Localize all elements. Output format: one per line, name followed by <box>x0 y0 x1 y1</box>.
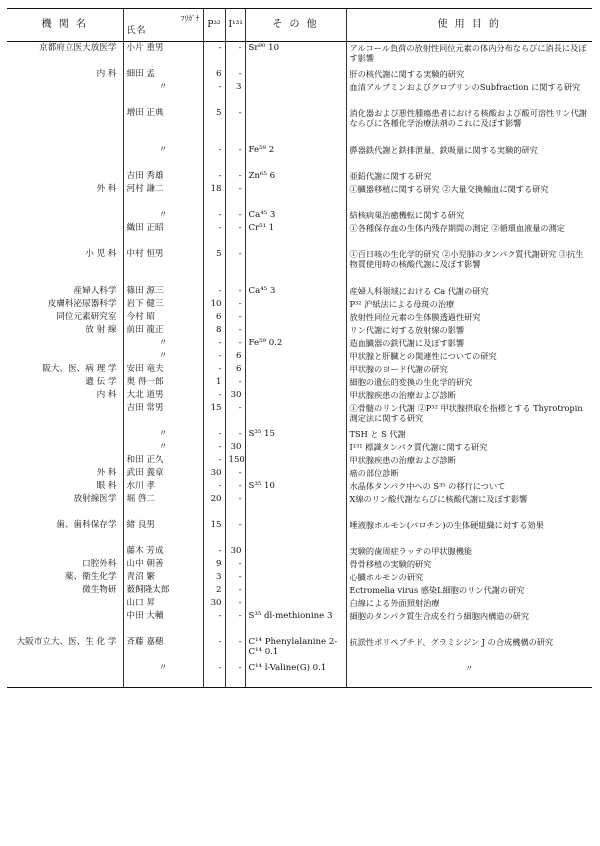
header-name-label: 氏名 <box>126 26 147 36</box>
p32-cell: 2 <box>203 584 225 597</box>
i131-cell: 30 <box>225 545 245 558</box>
name-cell: 河村 謙二 <box>123 183 203 209</box>
purpose-cell: P³² 沪紙法による母斑の治療 <box>346 298 592 311</box>
name-cell: 〃 <box>123 337 203 350</box>
purpose-cell: 癌の部位診断 <box>346 467 592 480</box>
other-isotope-cell: Fe⁵⁹ 2 <box>245 144 346 170</box>
institution-cell: 京都府立医大放医学 <box>39 43 117 53</box>
other-isotope-cell <box>245 248 346 285</box>
purpose-cell: リン代謝に対する放射線の影響 <box>346 324 592 337</box>
i131-cell: - <box>225 610 245 636</box>
institution-cell: 阪大、医、病 理 学 <box>42 363 117 374</box>
p32-cell: 1 <box>203 376 225 389</box>
institution-cell: 放射線医学 <box>73 493 117 504</box>
institution-cell <box>7 428 123 441</box>
i131-cell: 6 <box>225 350 245 363</box>
table-row <box>7 441 592 454</box>
purpose-cell: 〃 <box>346 662 592 688</box>
purpose-cell: 膵器鉄代謝と鉄排泄量、鉄吸量に関する実験的研究 <box>346 144 592 170</box>
other-isotope-cell <box>245 454 346 467</box>
p32-cell: 5 <box>203 248 225 285</box>
institution-cell <box>7 350 123 363</box>
table-body <box>7 42 592 688</box>
other-isotope-cell: Ca⁴⁵ 3 <box>245 209 346 222</box>
name-cell: 吉田 秀雄 <box>123 170 203 183</box>
p32-cell: 30 <box>203 597 225 610</box>
other-isotope-cell <box>245 68 346 81</box>
institution-cell: 同位元素研究室 <box>56 311 117 322</box>
table-row <box>7 389 592 402</box>
name-cell: 篠田 源三 <box>123 285 203 298</box>
i131-cell: 30 <box>225 441 245 454</box>
table-row <box>7 285 592 298</box>
p32-cell: - <box>203 222 225 248</box>
name-cell: 安田 竜夫 <box>123 363 203 376</box>
institution-cell: 大阪市立大、医、生 化 学 <box>16 636 117 647</box>
name-cell: 織田 正昭 <box>123 222 203 248</box>
other-isotope-cell <box>245 571 346 584</box>
institution-cell <box>7 610 123 636</box>
table-row <box>7 337 592 350</box>
p32-cell: - <box>203 636 225 662</box>
name-cell: 〃 <box>123 209 203 222</box>
other-isotope-cell: S³⁵ 15 <box>245 428 346 441</box>
p32-cell: - <box>203 363 225 376</box>
i131-cell: - <box>225 662 245 688</box>
name-cell: 山中 朝善 <box>123 558 203 571</box>
institution-cell <box>7 454 123 467</box>
purpose-cell: X線のリン酸代謝ならびに核酸代謝に及ぼす影響 <box>346 493 592 519</box>
p32-cell: - <box>203 285 225 298</box>
name-cell: 前田 龍正 <box>123 324 203 337</box>
purpose-cell: 肝の核代謝に関する実験的研究 <box>346 68 592 81</box>
table-row <box>7 68 592 81</box>
p32-cell: 3 <box>203 571 225 584</box>
other-isotope-cell <box>245 441 346 454</box>
i131-cell: - <box>225 311 245 324</box>
institution-cell <box>7 107 123 144</box>
name-cell: 細田 孟 <box>123 68 203 81</box>
institution-cell: 外 科 <box>96 183 117 194</box>
table-row <box>7 350 592 363</box>
institution-cell: 歯、歯科保存学 <box>56 519 117 530</box>
table-row <box>7 467 592 480</box>
i131-cell: - <box>225 170 245 183</box>
other-isotope-cell <box>245 597 346 610</box>
table-row <box>7 209 592 222</box>
purpose-cell: 甲状腺と肝臓との関連性についての研究 <box>346 350 592 363</box>
purpose-cell: 実験的歯周症ラッテの甲状腺機能 <box>346 545 592 558</box>
institution-cell <box>7 170 123 183</box>
other-isotope-cell <box>245 363 346 376</box>
p32-cell: - <box>203 454 225 467</box>
i131-cell: - <box>225 558 245 571</box>
purpose-cell: ①臓器移植に関する研究 ②大量交換輸血に関する研究 <box>346 183 592 209</box>
i131-cell: 3 <box>225 81 245 107</box>
table-row <box>7 183 592 209</box>
i131-cell: - <box>225 428 245 441</box>
table-row <box>7 248 592 285</box>
other-isotope-cell <box>245 350 346 363</box>
institution-cell: 放 射 線 <box>85 324 117 335</box>
table-row <box>7 222 592 248</box>
other-isotope-cell <box>245 519 346 545</box>
other-isotope-cell <box>245 402 346 428</box>
table-row <box>7 584 592 597</box>
i131-cell: 30 <box>225 389 245 402</box>
table-row <box>7 81 592 107</box>
table-row <box>7 144 592 170</box>
purpose-cell: 水晶体タンパク中への S³⁵ の移行について <box>346 480 592 493</box>
other-isotope-cell <box>245 376 346 389</box>
institution-cell <box>7 81 123 107</box>
other-isotope-cell: Ca⁴⁵ 3 <box>245 285 346 298</box>
p32-cell: - <box>203 42 225 68</box>
other-isotope-cell: S³⁵ dl-methionine 3 <box>245 610 346 636</box>
purpose-cell: 消化器および悪性腫瘍患者における核酸および酸可溶性リン代謝ならびに各種化学治療法剤のこれに及ぼす影響 <box>346 107 592 144</box>
i131-cell: - <box>225 222 245 248</box>
p32-cell: 18 <box>203 183 225 209</box>
i131-cell: - <box>225 636 245 662</box>
p32-cell: - <box>203 170 225 183</box>
name-cell: 山口 昇 <box>123 597 203 610</box>
table-row <box>7 42 592 68</box>
name-cell: 中田 大輔 <box>123 610 203 636</box>
i131-cell: - <box>225 324 245 337</box>
name-cell: 岩下 健三 <box>123 298 203 311</box>
name-cell: 吉田 常男 <box>123 402 203 428</box>
p32-cell: 30 <box>203 467 225 480</box>
i131-cell: - <box>225 183 245 209</box>
institution-cell: 産婦人科学 <box>73 285 117 296</box>
i131-cell: - <box>225 519 245 545</box>
name-cell: 小片 重男 <box>123 42 203 68</box>
p32-cell: 15 <box>203 402 225 428</box>
p32-cell: - <box>203 441 225 454</box>
name-cell: 〃 <box>123 428 203 441</box>
purpose-cell: 細胞のタンパク質生合成を行う細胞内構造の研究 <box>346 610 592 636</box>
table-row <box>7 636 592 662</box>
i131-cell: - <box>225 337 245 350</box>
header-other: そ の 他 <box>245 9 346 42</box>
table-row <box>7 298 592 311</box>
table-row <box>7 454 592 467</box>
other-isotope-cell <box>245 107 346 144</box>
institution-cell: 眼 科 <box>96 480 117 491</box>
name-cell: 水川 孝 <box>123 480 203 493</box>
institution-cell: 薬、衛生化学 <box>64 571 117 582</box>
isotope-usage-table <box>7 8 592 688</box>
table-row <box>7 363 592 376</box>
header-i131: I¹³¹ <box>225 9 245 42</box>
name-cell: 〃 <box>123 144 203 170</box>
other-isotope-cell <box>245 324 346 337</box>
p32-cell: 8 <box>203 324 225 337</box>
name-cell: 今村 昭 <box>123 311 203 324</box>
i131-cell: - <box>225 285 245 298</box>
purpose-cell: 亜鉛代謝に関する研究 <box>346 170 592 183</box>
i131-cell: - <box>225 42 245 68</box>
p32-cell: - <box>203 209 225 222</box>
i131-cell: - <box>225 68 245 81</box>
other-isotope-cell <box>245 493 346 519</box>
institution-cell <box>7 402 123 428</box>
other-isotope-cell: Sr⁹⁰ 10 <box>245 42 346 68</box>
i131-cell: - <box>225 467 245 480</box>
institution-cell <box>7 144 123 170</box>
name-cell: 〃 <box>123 350 203 363</box>
p32-cell: 20 <box>203 493 225 519</box>
i131-cell: - <box>225 144 245 170</box>
purpose-cell: ①骨髄のリン代謝 ②P³² 甲状腺摂取を指標とする Thyrotropin 測定法に関する研究 <box>346 402 592 428</box>
table-row <box>7 402 592 428</box>
name-cell: 奥 得一郎 <box>123 376 203 389</box>
other-isotope-cell <box>245 558 346 571</box>
i131-cell: 150 <box>225 454 245 467</box>
purpose-cell: 産婦人科領域における Ca 代謝の研究 <box>346 285 592 298</box>
i131-cell: - <box>225 402 245 428</box>
institution-cell: 小 児 科 <box>85 248 117 259</box>
p32-cell: - <box>203 144 225 170</box>
purpose-cell: TSH と S 代謝 <box>346 428 592 441</box>
p32-cell: 9 <box>203 558 225 571</box>
institution-cell: 外 科 <box>96 467 117 478</box>
table-row <box>7 545 592 558</box>
table-row <box>7 311 592 324</box>
name-cell: 〃 <box>123 441 203 454</box>
purpose-cell: 放射性同位元素の生体膜透過性研究 <box>346 311 592 324</box>
p32-cell: - <box>203 662 225 688</box>
table-header-row <box>7 9 592 42</box>
purpose-cell: 抗淤性ポリペプチド、グラミシジン J の合成機構の研究 <box>346 636 592 662</box>
header-name <box>123 9 203 42</box>
institution-cell: 口腔外科 <box>82 558 117 569</box>
other-isotope-cell <box>245 545 346 558</box>
name-cell: 堀 啓二 <box>123 493 203 519</box>
purpose-cell: 細胞の遺伝的変換の生化学的研究 <box>346 376 592 389</box>
other-isotope-cell <box>245 81 346 107</box>
institution-cell: 内 科 <box>96 68 117 79</box>
table-row <box>7 376 592 389</box>
purpose-cell: 白線による外面照射治療 <box>346 597 592 610</box>
name-cell: 薮飼隆太郎 <box>123 584 203 597</box>
name-cell: 中村 恒男 <box>123 248 203 285</box>
institution-cell <box>7 441 123 454</box>
other-isotope-cell <box>245 467 346 480</box>
purpose-cell: 心臓ホルモンの研究 <box>346 571 592 584</box>
name-cell: 武田 義章 <box>123 467 203 480</box>
p32-cell: - <box>203 389 225 402</box>
p32-cell: - <box>203 350 225 363</box>
table-row <box>7 480 592 493</box>
institution-cell: 遺 伝 学 <box>85 376 117 387</box>
i131-cell: - <box>225 493 245 519</box>
p32-cell: 6 <box>203 68 225 81</box>
i131-cell: - <box>225 107 245 144</box>
name-cell: 藤木 芳成 <box>123 545 203 558</box>
i131-cell: - <box>225 298 245 311</box>
other-isotope-cell: S³⁵ 10 <box>245 480 346 493</box>
purpose-cell: 甲状腺のヨード代謝の研究 <box>346 363 592 376</box>
p32-cell: 15 <box>203 519 225 545</box>
institution-cell: 内 科 <box>96 389 117 400</box>
table-row <box>7 493 592 519</box>
purpose-cell: ①百日咳の生化学的研究 ②小児肺のタンパク質代謝研究 ③抗生物質使用時の核酸代謝に及ぼす影響 <box>346 248 592 285</box>
table-row <box>7 170 592 183</box>
table-row <box>7 610 592 636</box>
purpose-cell: Ectromelia virus 感染L細胞のリン代謝の研究 <box>346 584 592 597</box>
other-isotope-cell <box>245 584 346 597</box>
i131-cell: - <box>225 597 245 610</box>
table-row <box>7 519 592 545</box>
other-isotope-cell: C¹⁴ l-Valine(G) 0.1 <box>245 662 346 688</box>
p32-cell: - <box>203 610 225 636</box>
i131-cell: - <box>225 571 245 584</box>
purpose-cell: 甲状腺疾患の治療および診断 <box>346 454 592 467</box>
header-purpose: 使 用 目 的 <box>346 9 592 42</box>
table-row <box>7 428 592 441</box>
i131-cell: - <box>225 248 245 285</box>
institution-cell <box>7 209 123 222</box>
p32-cell: - <box>203 480 225 493</box>
i131-cell: - <box>225 480 245 493</box>
purpose-cell: 唾液腺ホルモン(パロチン)の生体硬組織に対する効果 <box>346 519 592 545</box>
p32-cell: - <box>203 428 225 441</box>
purpose-cell: ①各種保存血の生体内残存期間の測定 ②循環血液量の測定 <box>346 222 592 248</box>
purpose-cell: 甲状腺疾患の治療および診断 <box>346 389 592 402</box>
p32-cell: - <box>203 337 225 350</box>
header-institution: 機 関 名 <box>7 9 123 42</box>
document-page <box>7 8 592 838</box>
purpose-cell: 結核病巣治癒機転に関する研究 <box>346 209 592 222</box>
i131-cell: - <box>225 376 245 389</box>
table-row <box>7 571 592 584</box>
table-row <box>7 107 592 144</box>
header-p32: P³² <box>203 9 225 42</box>
name-cell: 青沼 繁 <box>123 571 203 584</box>
institution-cell <box>7 337 123 350</box>
p32-cell: 5 <box>203 107 225 144</box>
other-isotope-cell <box>245 311 346 324</box>
header-name-furigana: ﾌﾘｶﾞﾅ <box>180 14 200 23</box>
name-cell: 〃 <box>123 81 203 107</box>
institution-cell <box>7 662 123 688</box>
name-cell: 大北 道男 <box>123 389 203 402</box>
name-cell: 増田 正典 <box>123 107 203 144</box>
i131-cell: 6 <box>225 363 245 376</box>
other-isotope-cell: Zn⁶⁵ 6 <box>245 170 346 183</box>
other-isotope-cell: Cr⁵¹ 1 <box>245 222 346 248</box>
p32-cell: 10 <box>203 298 225 311</box>
i131-cell: - <box>225 584 245 597</box>
i131-cell: - <box>225 209 245 222</box>
institution-cell <box>7 222 123 248</box>
institution-cell <box>7 597 123 610</box>
p32-cell: 6 <box>203 311 225 324</box>
other-isotope-cell <box>245 183 346 209</box>
other-isotope-cell <box>245 298 346 311</box>
name-cell: 〃 <box>123 662 203 688</box>
purpose-cell: 造血臓器の鉄代謝に及ぼす影響 <box>346 337 592 350</box>
other-isotope-cell: C¹⁴ Phenylalanine 2-C¹⁴ 0.1 <box>245 636 346 662</box>
name-cell: 和田 正久 <box>123 454 203 467</box>
institution-cell: 皮膚科泌尿器科学 <box>47 298 117 309</box>
purpose-cell: 骨骨移植の実験的研究 <box>346 558 592 571</box>
institution-cell: 微生物研 <box>82 584 117 595</box>
other-isotope-cell: Fe⁵⁹ 0.2 <box>245 337 346 350</box>
name-cell: 斉藤 嘉穂 <box>123 636 203 662</box>
purpose-cell: I¹³¹ 標識タンパク質代謝に関する研究 <box>346 441 592 454</box>
name-cell: 緒 良男 <box>123 519 203 545</box>
p32-cell: - <box>203 81 225 107</box>
table-row <box>7 324 592 337</box>
table-row <box>7 597 592 610</box>
institution-cell <box>7 545 123 558</box>
table-row <box>7 558 592 571</box>
other-isotope-cell <box>245 389 346 402</box>
table-row <box>7 662 592 688</box>
purpose-cell: アルコール負荷の放射性同位元素の体内分布ならびに消長に及ぼす影響 <box>346 42 592 68</box>
purpose-cell: 血清アルブミンおよびグロブリンのSubfraction に関する研究 <box>346 81 592 107</box>
p32-cell: - <box>203 545 225 558</box>
